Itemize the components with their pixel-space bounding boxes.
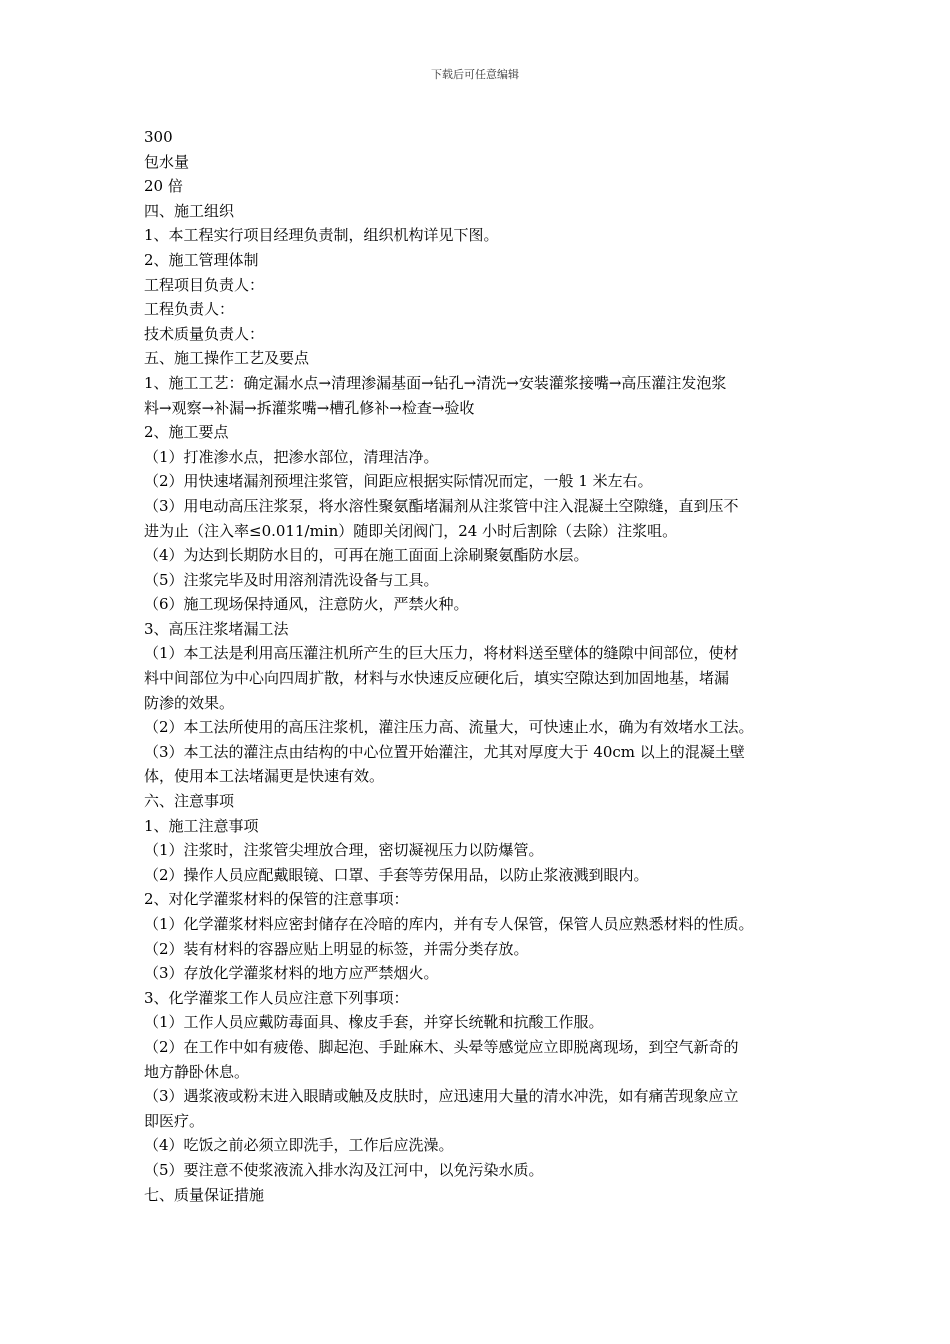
text-line: 即医疗。 bbox=[144, 1111, 205, 1130]
text-line: （6）施工现场保持通风，注意防火，严禁火种。 bbox=[144, 595, 469, 614]
text-line: 料→观察→补漏→拆灌浆嘴→槽孔修补→检查→验收 bbox=[144, 398, 475, 417]
text-line: （4）为达到长期防水目的，可再在施工面面上涂刷聚氨酯防水层。 bbox=[144, 546, 589, 565]
text-line: 包水量 bbox=[144, 152, 190, 171]
text-line: 1、施工注意事项 bbox=[144, 816, 259, 835]
text-line: （1）工作人员应戴防毒面具、橡皮手套，并穿长统靴和抗酸工作服。 bbox=[144, 1013, 604, 1032]
page-header: 下载后可任意编辑 bbox=[431, 68, 519, 81]
text-line: 地方静卧休息。 bbox=[144, 1062, 250, 1081]
text-line: 20 倍 bbox=[144, 177, 183, 196]
text-line: 七、质量保证措施 bbox=[144, 1185, 265, 1204]
text-line: 六、注意事项 bbox=[144, 792, 235, 811]
text-line: 体，使用本工法堵漏更是快速有效。 bbox=[144, 767, 385, 786]
text-line: 3、化学灌浆工作人员应注意下列事项： bbox=[144, 988, 409, 1007]
text-line: （3）存放化学灌浆材料的地方应严禁烟火。 bbox=[144, 964, 439, 983]
text-line: 进为止（注入率≤0.011/min）随即关闭阀门，24 小时后割除（去除）注浆咀。 bbox=[144, 521, 678, 540]
text-line: （1）注浆时，注浆管尖埋放合理，密切凝视压力以防爆管。 bbox=[144, 841, 544, 860]
text-line: 300 bbox=[144, 128, 173, 146]
text-line: 五、施工操作工艺及要点 bbox=[144, 349, 310, 368]
text-line: （3）遇浆液或粉末进入眼睛或触及皮肤时，应迅速用大量的清水冲洗，如有痛苦现象应立 bbox=[144, 1087, 739, 1106]
text-line: 2、施工要点 bbox=[144, 423, 229, 442]
text-line: （2）本工法所使用的高压注浆机，灌注压力高、流量大，可快速止水，确为有效堵水工法。 bbox=[144, 718, 754, 737]
text-line: 2、对化学灌浆材料的保管的注意事项： bbox=[144, 890, 409, 909]
text-line: 工程负责人： bbox=[144, 300, 235, 319]
text-line: 料中间部位为中心向四周扩散，材料与水快速反应硬化后，填实空隙达到加固地基，堵漏 bbox=[144, 669, 730, 688]
text-line: （2）装有材料的容器应贴上明显的标签，并需分类存放。 bbox=[144, 939, 529, 958]
text-line: （2）用快速堵漏剂预埋注浆管，间距应根据实际情况而定，一般 1 米左右。 bbox=[144, 472, 653, 491]
text-line: 防渗的效果。 bbox=[144, 693, 235, 712]
text-line: （1）打准渗水点，把渗水部位，清理洁净。 bbox=[144, 447, 439, 466]
text-line: （2）操作人员应配戴眼镜、口罩、手套等劳保用品，以防止浆液溅到眼内。 bbox=[144, 865, 649, 884]
text-line: （1）化学灌浆材料应密封储存在冷暗的库内，并有专人保管，保管人员应熟悉材料的性质。 bbox=[144, 915, 754, 933]
text-line: （3）本工法的灌注点由结构的中心位置开始灌注，尤其对厚度大于 40cm 以上的混凝土壁 bbox=[144, 742, 745, 761]
text-line: （5）注浆完毕及时用溶剂清洗设备与工具。 bbox=[144, 570, 439, 589]
text-line: 1、施工工艺：确定漏水点→清理渗漏基面→钻孔→清洗→安装灌浆接嘴→高压灌注发泡浆 bbox=[144, 373, 727, 392]
text-line: 2、施工管理体制 bbox=[144, 250, 259, 269]
text-line: 3、高压注浆堵漏工法 bbox=[144, 619, 289, 638]
text-line: （4）吃饭之前必须立即洗手，工作后应洗澡。 bbox=[144, 1136, 454, 1155]
text-line: （5）要注意不使浆液流入排水沟及江河中，以免污染水质。 bbox=[144, 1160, 544, 1179]
text-line: （1）本工法是利用高压灌注机所产生的巨大压力，将材料送至壁体的缝隙中间部位，使材 bbox=[144, 644, 739, 663]
document-body bbox=[144, 125, 819, 1207]
text-line: 技术质量负责人： bbox=[144, 324, 265, 343]
text-line: （2）在工作中如有疲倦、脚起泡、手趾麻木、头晕等感觉应立即脱离现场，到空气新奇的 bbox=[144, 1037, 739, 1056]
text-line: 四、施工组织 bbox=[144, 201, 235, 220]
text-line: 1、本工程实行项目经理负责制，组织机构详见下图。 bbox=[144, 226, 499, 245]
text-line: （3）用电动高压注浆泵，将水溶性聚氨酯堵漏剂从注浆管中注入混凝土空隙缝，直到压不 bbox=[144, 496, 739, 515]
text-line: 工程项目负责人： bbox=[144, 275, 265, 294]
